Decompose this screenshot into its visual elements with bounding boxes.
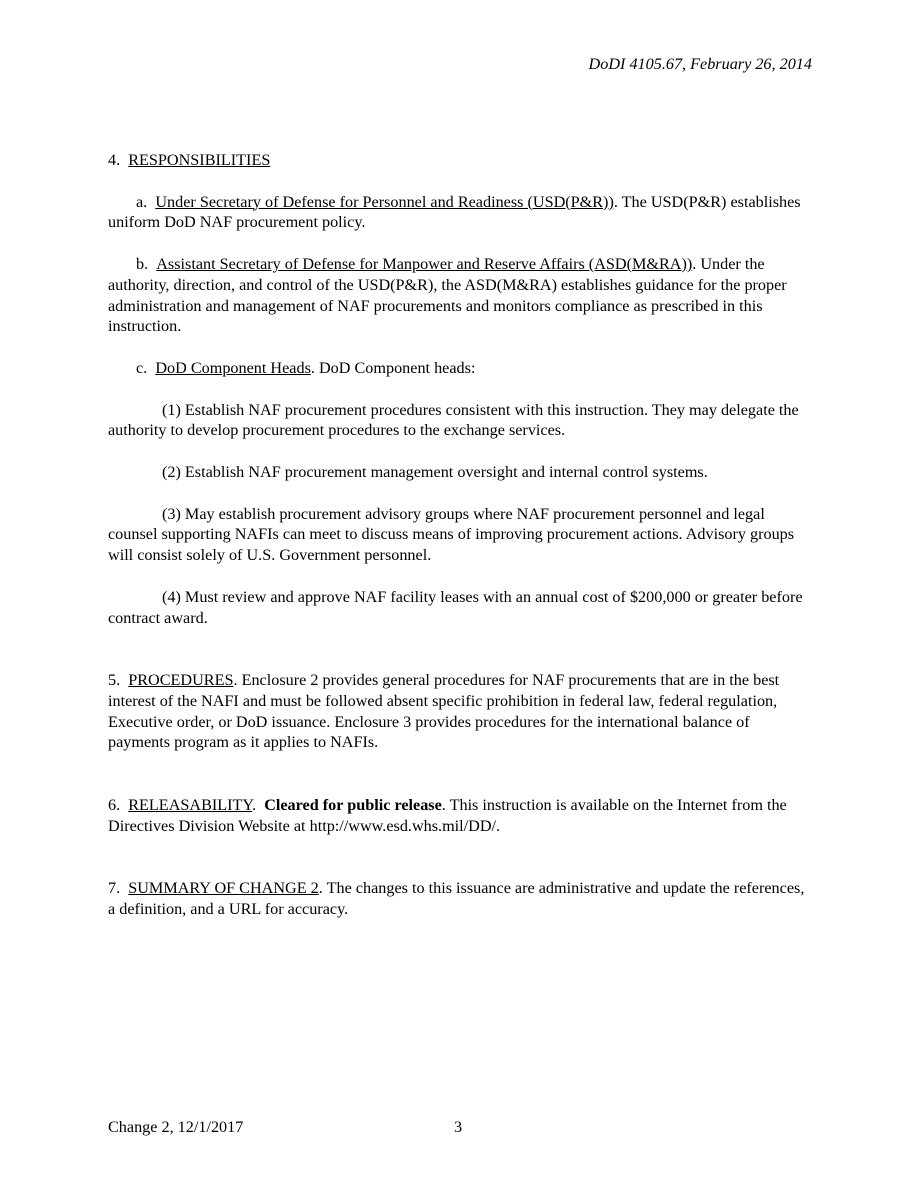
footer-change-notice: Change 2, 12/1/2017 xyxy=(108,1118,244,1136)
section-4-title: RESPONSIBILITIES xyxy=(128,151,271,169)
paragraph-4a xyxy=(108,192,814,234)
page-number: 3 xyxy=(454,1118,463,1136)
paragraph-4a-label: a. xyxy=(136,192,148,211)
section-5-title: PROCEDURES xyxy=(128,670,234,689)
paragraph-4c-text: . DoD Component heads: xyxy=(310,358,476,377)
paragraph-4c-2: (2) Establish NAF procurement management oversight and internal control systems. xyxy=(162,462,708,481)
paragraph-4c-3: (3) May establish procurement advisory groups where NAF procurement personnel and legal counsel supporting NAFIs can meet to discuss means of improving procurement actions. Advisory groups will consist solely of U.S. Government personnel. xyxy=(108,504,795,565)
section-7 xyxy=(108,878,814,920)
section-7-text: . The changes to this issuance are administrative and update the references, a definition, and a URL for accuracy. xyxy=(108,878,805,918)
section-4-number: 4. xyxy=(108,151,121,169)
section-7-title: SUMMARY OF CHANGE 2 xyxy=(128,878,319,897)
section-6-bold-text: Cleared for public release xyxy=(264,795,442,814)
section-4-heading xyxy=(108,150,814,171)
section-6-number: 6. xyxy=(108,795,121,814)
section-6 xyxy=(108,795,814,837)
paragraph-4b-label: b. xyxy=(136,254,149,273)
document-reference-header: DoDI 4105.67, February 26, 2014 xyxy=(588,55,812,73)
paragraph-4a-text: . The USD(P&R) xyxy=(613,192,727,211)
section-5-text: . Enclosure 2 provides general procedures for NAF procurements that are in the best interest of the NAFI and must be followed absent specific prohibition in federal law, federal regulation, Executive order, or DoD issuance. Enclosure 3 provides procedures for the international balance of payments program as it applies to NAFIs. xyxy=(108,670,780,752)
section-7-number: 7. xyxy=(108,878,121,897)
section-5-number: 5. xyxy=(108,670,121,689)
paragraph-4c-title: DoD Component Heads xyxy=(155,358,311,377)
paragraph-4c-4: (4) Must review and approve NAF facility leases with an annual cost of $200,000 or greater before contract award. xyxy=(108,587,803,627)
paragraph-4c-label: c. xyxy=(136,358,148,377)
paragraph-4c-1: (1) Establish NAF procurement procedures consistent with this instruction. They may delegate the authority to develop procurement procedures to the exchange services. xyxy=(108,400,799,440)
paragraph-4b xyxy=(108,254,814,337)
paragraph-4b-text: . Under the authority, direction, and control of the USD(P&R), the ASD(M&RA) establishes guidance for the proper administration and management of NAF procurements and monitors compliance as prescribed in this instruction. xyxy=(108,254,787,336)
section-6-separator: . xyxy=(252,795,265,814)
paragraph-4b-title: Assistant Secretary of Defense for Manpower and Reserve Affairs (ASD(M&RA)) xyxy=(156,254,693,273)
paragraph-4a-title: Under Secretary of Defense for Personnel and Readiness (USD(P&R)) xyxy=(155,192,614,211)
document-body xyxy=(108,150,814,919)
section-5 xyxy=(108,670,814,753)
section-6-title: RELEASABILITY xyxy=(128,795,253,814)
paragraph-4a-text-rest: establishes uniform DoD NAF procurement policy. xyxy=(108,192,801,232)
paragraph-4c xyxy=(108,358,814,379)
section-6-text: . This instruction is available on the Internet from the Directives Division Website at http://www.esd.whs.mil/DD/. xyxy=(108,795,787,835)
